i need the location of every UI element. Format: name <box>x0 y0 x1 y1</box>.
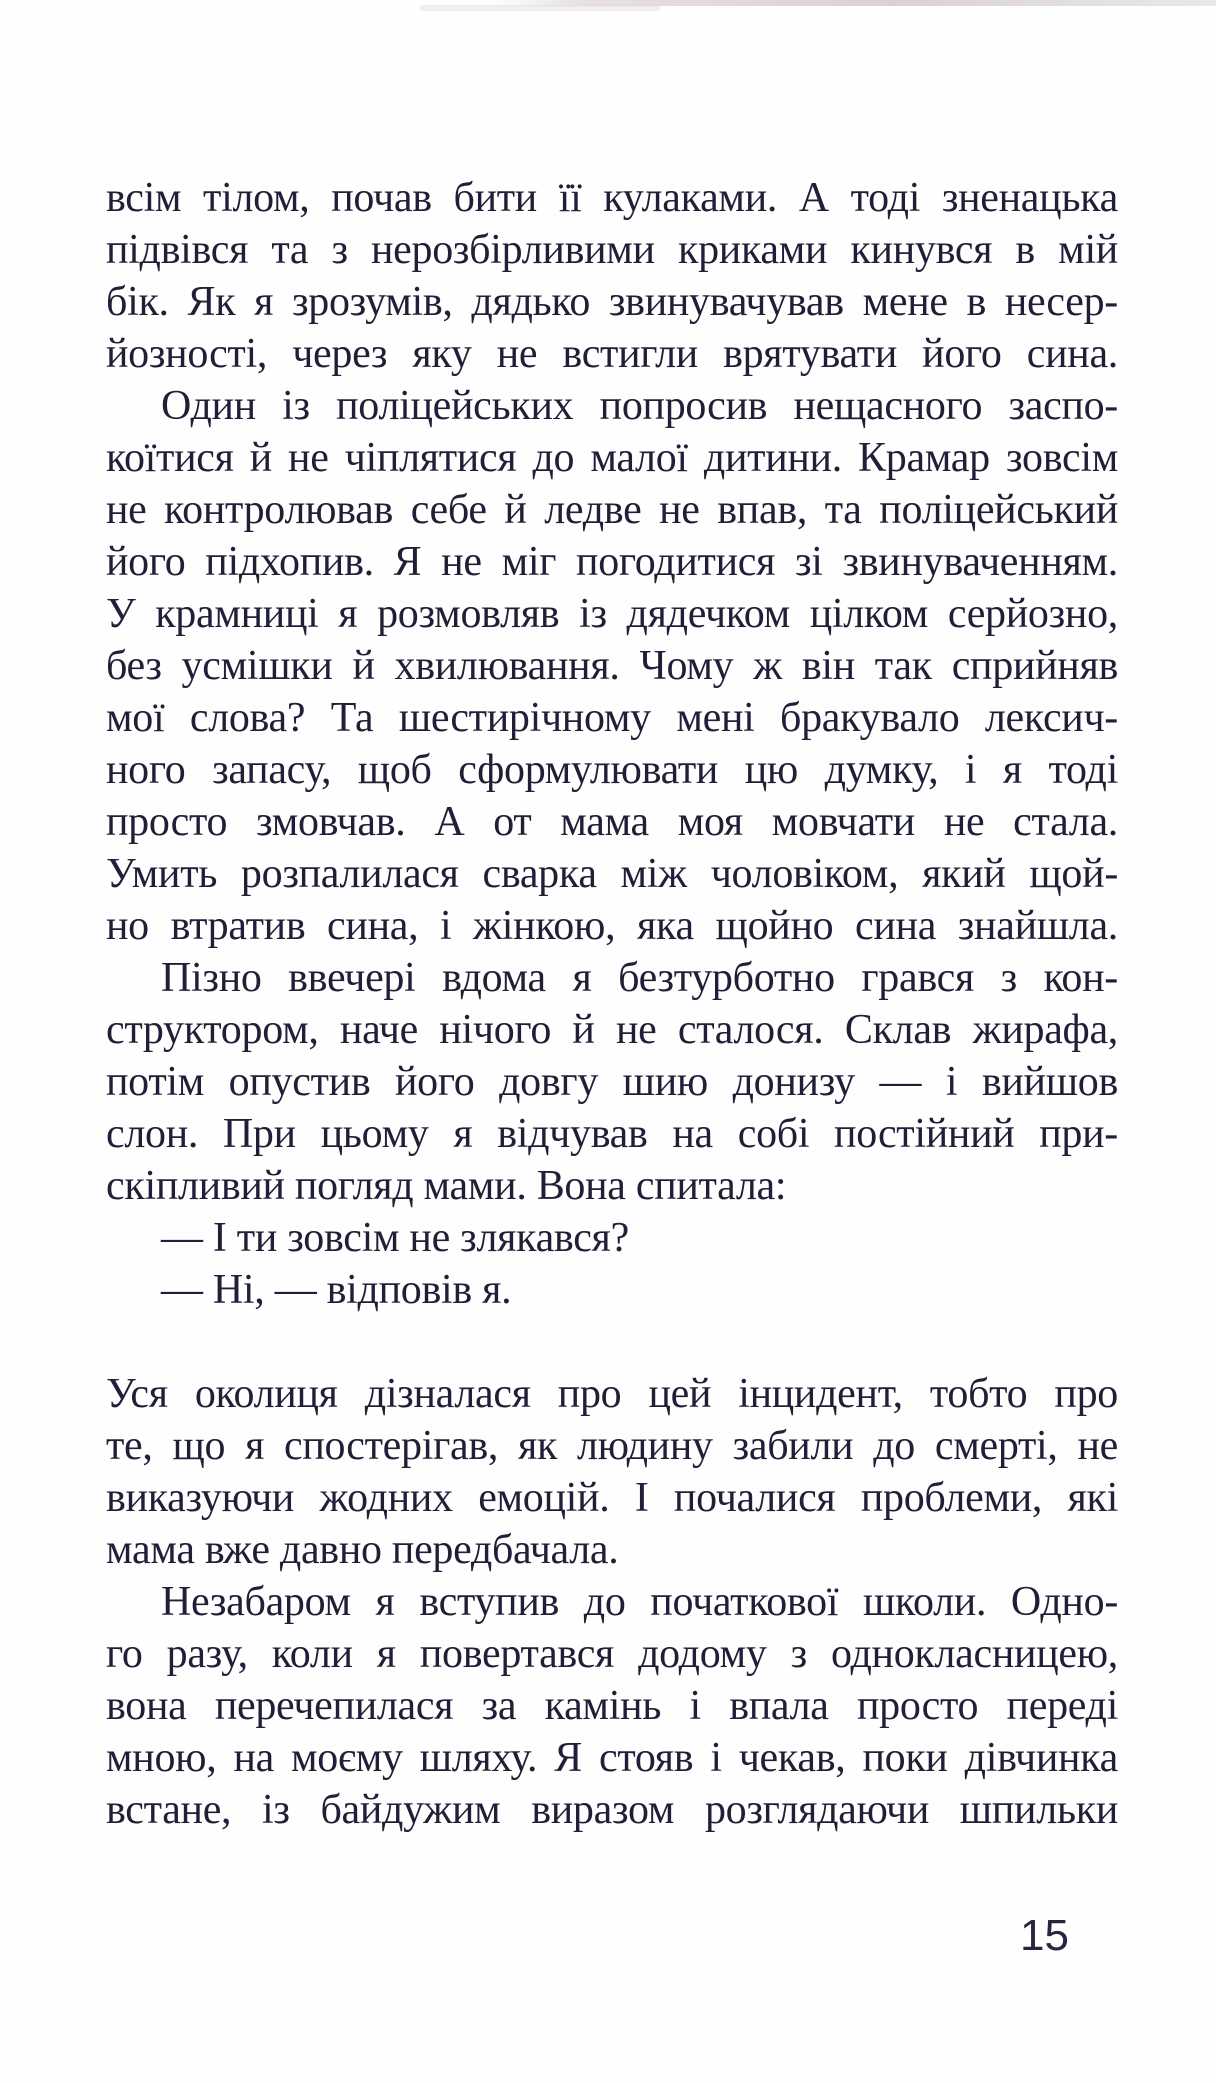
text-line: Один із поліцейських попросив нещасного заспо- <box>161 383 1118 429</box>
text-line: йозності, через яку не встигли врятувати його сина. <box>106 331 1118 377</box>
page-text-block <box>106 172 1118 1836</box>
text-line: структором, наче нічого й не сталося. Склав жирафа, <box>106 1007 1118 1053</box>
page-number: 15 <box>1020 1911 1069 1960</box>
text-line: його підхопив. Я не міг погодитися зі звинуваченням. <box>106 539 1118 585</box>
text-line: но втратив сина, і жінкою, яка щойно сина знайшла. <box>106 903 1118 949</box>
text-line: просто змовчав. А от мама моя мовчати не стала. <box>106 799 1118 845</box>
text-line: коїтися й не чіплятися до малої дитини. Крамар зовсім <box>106 435 1118 481</box>
text-line: всім тілом, почав бити її кулаками. А тоді зненацька <box>106 175 1118 221</box>
text-line: слон. При цьому я відчував на собі постійний при- <box>106 1111 1118 1157</box>
text-line: — І ти зовсім не злякався? <box>161 1215 629 1261</box>
text-line: ного запасу, щоб сформулювати цю думку, і я тоді <box>106 747 1118 793</box>
section-break <box>106 1316 1118 1368</box>
text-line: мої слова? Та шестирічному мені бракувало лексич- <box>106 695 1118 741</box>
text-line: Уся околиця дізналася про цей інцидент, тобто про <box>106 1371 1118 1417</box>
text-line: У крамниці я розмовляв із дядечком цілком серйозно, <box>106 591 1118 637</box>
text-line: виказуючи жодних емоцій. І почалися проблеми, які <box>106 1475 1118 1521</box>
text-line: Пізно ввечері вдома я безтурботно грався з кон- <box>161 955 1118 1001</box>
text-line: встане, із байдужим виразом розглядаючи шпильки <box>106 1787 1118 1833</box>
text-line: мама вже давно передбачала. <box>106 1527 619 1573</box>
text-line: потім опустив його довгу шию донизу — і вийшов <box>106 1059 1118 1105</box>
scan-edge-smudge <box>420 5 660 11</box>
text-line: вона перечепилася за камінь і впала просто переді <box>106 1683 1118 1729</box>
text-line: підвівся та з нерозбірливими криками кинувся в мій <box>106 227 1118 273</box>
text-line: Умить розпалилася сварка між чоловіком, який щой- <box>106 851 1118 897</box>
text-line: бік. Як я зрозумів, дядько звинувачував мене в несер- <box>106 279 1118 325</box>
text-line: те, що я спостерігав, як людину забили до смерті, не <box>106 1423 1118 1469</box>
text-line: го разу, коли я повертався додому з однокласницею, <box>106 1631 1118 1677</box>
text-line: не контролював себе й ледве не впав, та поліцейський <box>106 487 1118 533</box>
text-line: Незабаром я вступив до початкової школи. Одно- <box>161 1579 1118 1625</box>
text-line: без усмішки й хвилювання. Чому ж він так сприйняв <box>106 643 1118 689</box>
text-line: — Ні, — відповів я. <box>161 1267 512 1313</box>
text-line: мною, на моєму шляху. Я стояв і чекав, поки дівчинка <box>106 1735 1118 1781</box>
text-line: скіпливий погляд мами. Вона спитала: <box>106 1163 787 1209</box>
